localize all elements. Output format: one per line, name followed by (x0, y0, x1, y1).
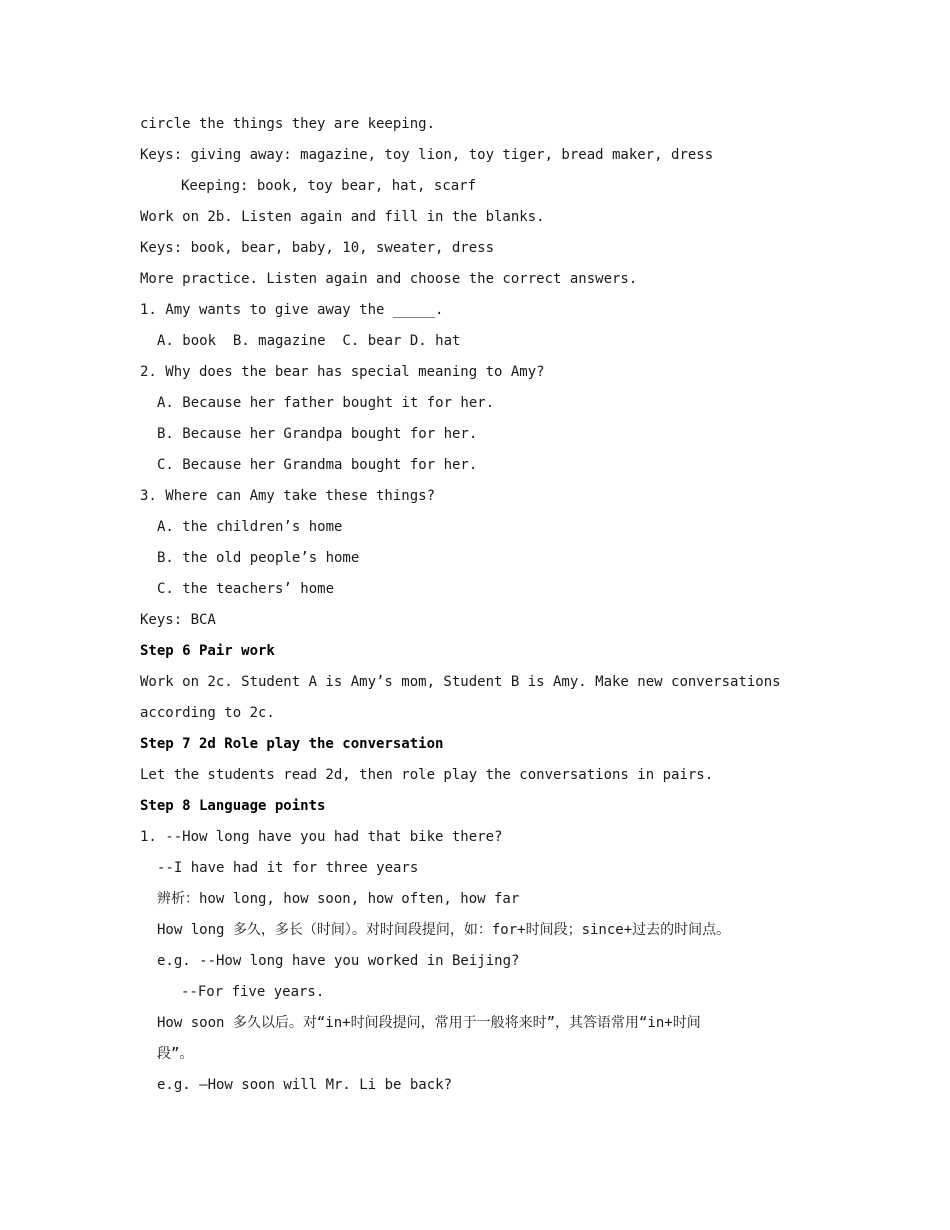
text-line: Keeping: book, toy bear, hat, scarf (181, 178, 477, 194)
question-2-option-c: C. Because her Grandma bought for her. (157, 457, 478, 473)
example-line: e.g. --How long have you worked in Beijing? (157, 953, 520, 969)
text-line: according to 2c. (140, 705, 275, 721)
text-line: Let the students read 2d, then role play the conversations in pairs. (140, 767, 714, 783)
question-3: 3. Where can Amy take these things? (140, 488, 436, 504)
step-7-heading: Step 7 2d Role play the conversation (140, 736, 444, 752)
text-line: Work on 2b. Listen again and fill in the blanks. (140, 209, 545, 225)
step-6-heading: Step 6 Pair work (140, 643, 275, 659)
text-line: More practice. Listen again and choose the correct answers. (140, 271, 638, 287)
text-line: How long 多久，多长（时间）。对时间段提问，如：for+时间段；since+过去的时间点。 (157, 922, 731, 938)
question-2-option-a: A. Because her father bought it for her. (157, 395, 495, 411)
step-8-heading: Step 8 Language points (140, 798, 326, 814)
text-line: 辨析：how long, how soon, how often, how far (157, 891, 520, 907)
text-line: Work on 2c. Student A is Amy’s mom, Student B is Amy. Make new conversations (140, 674, 781, 690)
question-1: 1. Amy wants to give away the _____. (140, 302, 444, 318)
answer-keys: Keys: BCA (140, 612, 216, 628)
text-line: circle the things they are keeping. (140, 116, 436, 132)
question-3-option-a: A. the children’s home (157, 519, 343, 535)
question-2: 2. Why does the bear has special meaning to Amy? (140, 364, 545, 380)
text-line: How soon 多久以后。对“in+时间段提问，常用于一般将来时”，其答语常用“in+时间 (157, 1015, 701, 1031)
example-line: --For five years. (181, 984, 325, 1000)
text-line: 段”。 (157, 1046, 194, 1062)
example-line: e.g. –How soon will Mr. Li be back? (157, 1077, 453, 1093)
text-line: --I have had it for three years (157, 860, 419, 876)
question-1-options: A. book B. magazine C. bear D. hat (157, 333, 461, 349)
text-line: Keys: giving away: magazine, toy lion, toy tiger, bread maker, dress (140, 147, 714, 163)
question-3-option-b: B. the old people’s home (157, 550, 360, 566)
question-2-option-b: B. Because her Grandpa bought for her. (157, 426, 478, 442)
question-3-option-c: C. the teachers’ home (157, 581, 335, 597)
language-point-1: 1. --How long have you had that bike there? (140, 829, 503, 845)
text-line: Keys: book, bear, baby, 10, sweater, dress (140, 240, 495, 256)
